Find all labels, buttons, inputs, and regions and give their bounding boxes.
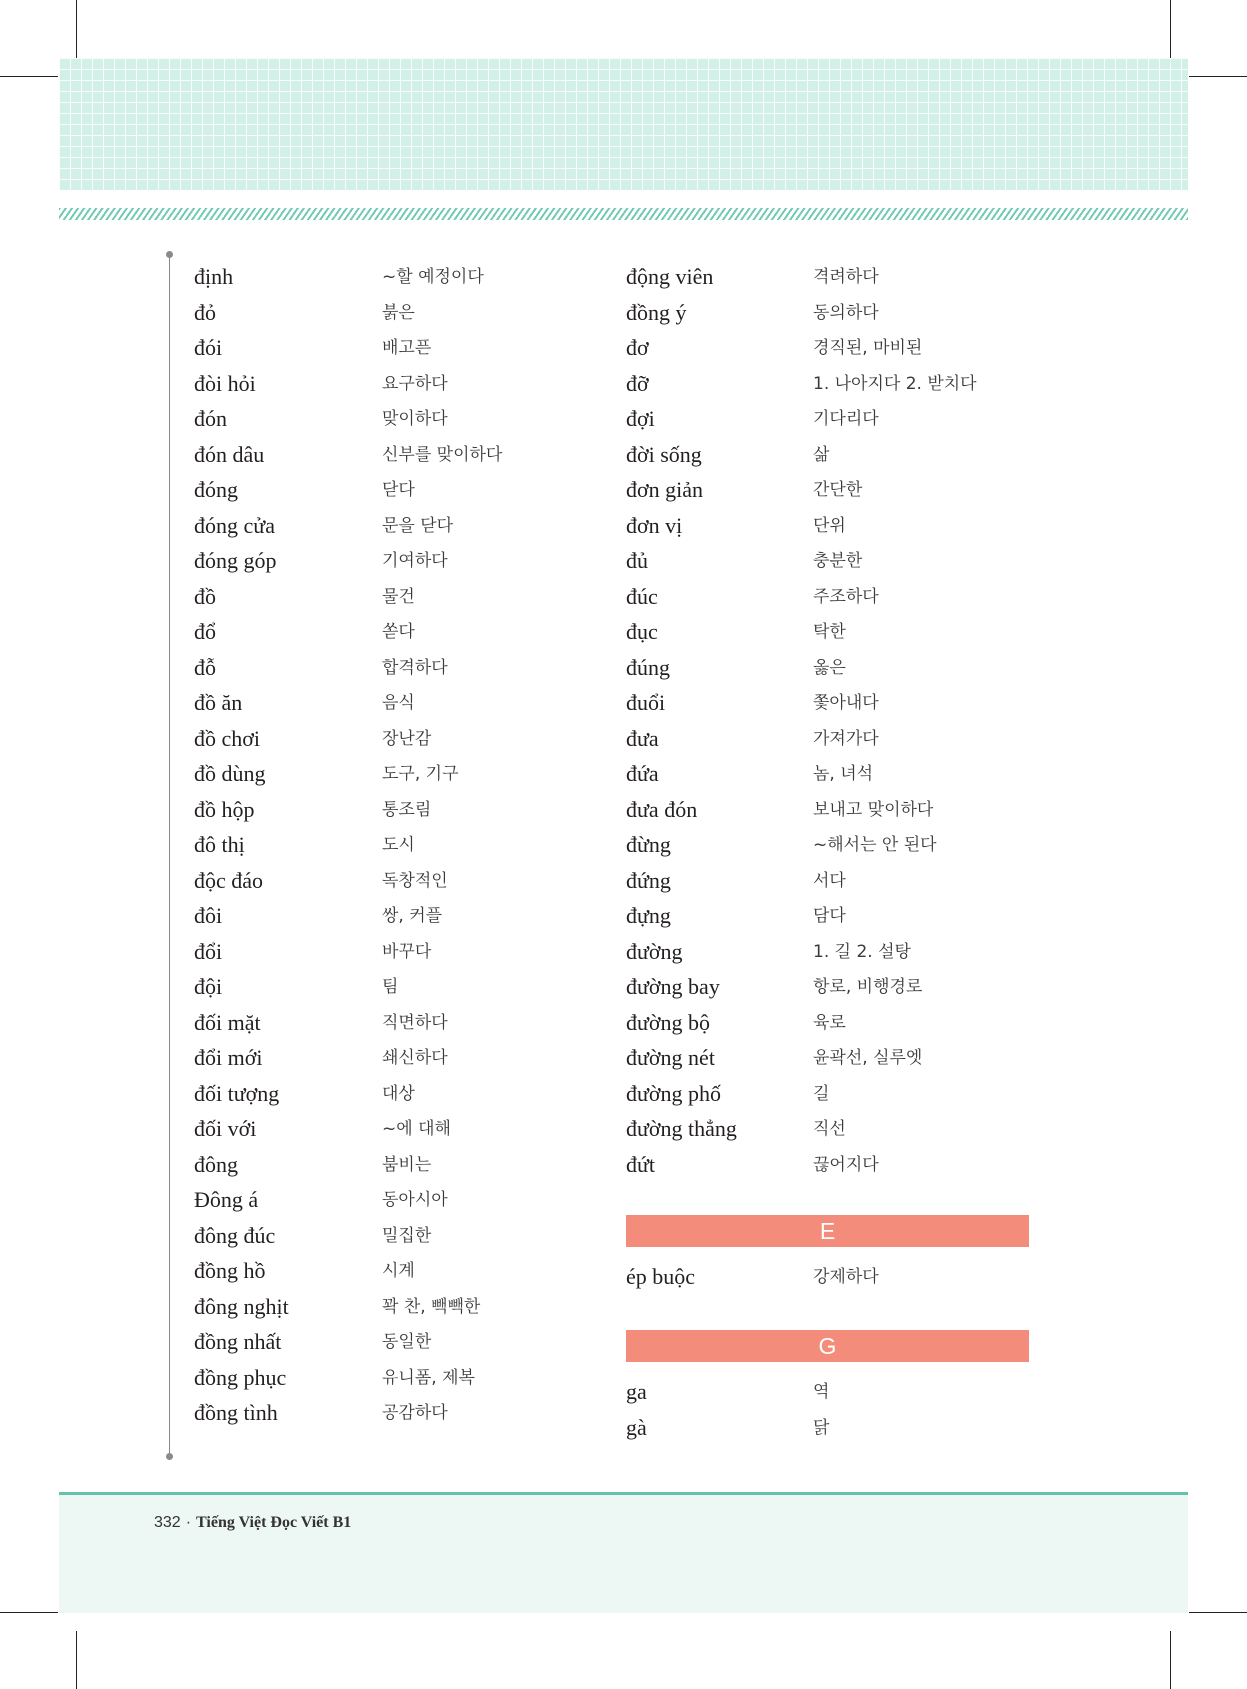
section-header-e: E <box>626 1215 1029 1247</box>
glossary-entry <box>194 579 634 615</box>
glossary-entry <box>194 1040 634 1076</box>
glossary-entry <box>626 472 1066 508</box>
crop-mark <box>0 1612 58 1613</box>
entry-meaning: 강제하다 <box>813 1267 879 1287</box>
entry-word: đội <box>194 974 223 999</box>
entry-meaning: 경직된, 마비된 <box>813 338 923 358</box>
glossary-entry <box>626 827 1066 863</box>
glossary-entry <box>194 1147 634 1183</box>
glossary-entry <box>626 898 1066 934</box>
entry-word: đông đúc <box>194 1222 276 1248</box>
entry-word: đông nghịt <box>194 1293 289 1319</box>
glossary-entry <box>194 508 634 544</box>
entry-meaning: 보내고 맞이하다 <box>813 799 934 820</box>
glossary-entry <box>626 756 1066 792</box>
glossary-entry <box>626 543 1066 579</box>
entry-word: đựng <box>626 903 671 928</box>
footer-band <box>59 1495 1188 1613</box>
glossary-entry <box>626 1076 1066 1112</box>
entry-meaning: 기여하다 <box>382 551 448 571</box>
entry-meaning: 가져가다 <box>813 728 879 749</box>
glossary-entry <box>194 1253 634 1289</box>
glossary-entry <box>626 259 1066 295</box>
entry-meaning: 1. 나아지다 2. 받치다 <box>813 373 977 394</box>
entry-word: đúng <box>626 654 670 680</box>
entry-meaning: 길 <box>813 1083 830 1104</box>
entry-word: đón dâu <box>194 441 265 467</box>
entry-word: đón <box>194 406 227 431</box>
entry-meaning: 서다 <box>813 870 846 891</box>
entry-word: đúc <box>626 583 658 609</box>
entry-word: đối tượng <box>194 1080 280 1106</box>
entry-meaning: ~에 대해 <box>382 1119 451 1139</box>
entry-meaning: 문을 닫다 <box>382 515 454 536</box>
glossary-entry <box>194 756 634 792</box>
header-hatch-stripe <box>59 208 1188 220</box>
entry-meaning: 꽉 찬, 빽빽한 <box>382 1296 481 1317</box>
glossary-entry <box>626 1005 1066 1041</box>
glossary-entry <box>194 543 634 579</box>
glossary-entry <box>194 685 634 721</box>
entry-word: đường bộ <box>626 1009 711 1035</box>
entry-word: đối mặt <box>194 1009 261 1035</box>
entry-meaning: 쏟다 <box>382 622 415 642</box>
entry-word: đồ <box>194 583 216 609</box>
entry-word: đồ chơi <box>194 725 261 751</box>
entry-word: đường thẳng <box>626 1116 737 1141</box>
entry-word: đơ <box>626 335 649 360</box>
glossary-entry <box>626 1374 1066 1410</box>
glossary-entry <box>626 1410 1066 1446</box>
entry-meaning: 밀집한 <box>382 1225 432 1246</box>
entry-word: đứt <box>626 1151 656 1177</box>
entry-meaning: 육로 <box>813 1012 846 1033</box>
entry-meaning: 삶 <box>813 444 830 465</box>
entry-meaning: 쌍, 커플 <box>382 906 443 926</box>
entry-word: động viên <box>626 264 714 289</box>
footer-separator: · <box>185 1514 192 1531</box>
glossary-entry <box>626 330 1066 366</box>
glossary-entry <box>194 614 634 650</box>
entry-meaning: 직선 <box>813 1119 846 1139</box>
entry-word: đóng <box>194 477 238 502</box>
entry-word: đưa <box>626 725 659 751</box>
entry-word: đơn vị <box>626 512 683 538</box>
entry-word: đông <box>194 1151 238 1177</box>
glossary-entry <box>194 1360 634 1396</box>
entry-word: đồng tình <box>194 1400 278 1425</box>
entry-word: đường <box>626 938 683 964</box>
section-header-g: G <box>626 1330 1029 1362</box>
entry-meaning: 도구, 기구 <box>382 764 459 784</box>
entry-meaning: 쇄신하다 <box>382 1048 448 1068</box>
entry-meaning: 격려하다 <box>813 267 879 287</box>
entry-meaning: 단위 <box>813 515 846 536</box>
glossary-entry <box>194 721 634 757</box>
entry-meaning: 동아시아 <box>382 1190 448 1210</box>
glossary-entry <box>626 1259 1066 1295</box>
entry-meaning: 시계 <box>382 1261 415 1281</box>
entry-meaning: 간단한 <box>813 480 863 500</box>
book-title: Tiếng Việt Đọc Viết B1 <box>196 1514 352 1531</box>
entry-word: gà <box>626 1414 647 1440</box>
entry-word: đỗ <box>194 654 216 680</box>
entry-meaning: 항로, 비행경로 <box>813 977 923 997</box>
entry-word: đóng góp <box>194 548 277 573</box>
entry-word: đồng phục <box>194 1364 287 1390</box>
glossary-entry <box>626 721 1066 757</box>
rule-dot-top <box>166 251 173 258</box>
glossary-entry <box>194 969 634 1005</box>
glossary-entry <box>194 1076 634 1112</box>
entry-meaning: 붉은 <box>382 302 415 323</box>
glossary-entry <box>194 330 634 366</box>
entry-meaning: 직면하다 <box>382 1012 448 1033</box>
entry-word: ép buộc <box>626 1264 696 1289</box>
glossary-entry <box>626 969 1066 1005</box>
glossary-entry <box>626 1040 1066 1076</box>
entry-meaning: 요구하다 <box>382 373 448 394</box>
entry-meaning: 유니폼, 제복 <box>382 1367 475 1388</box>
page-footer <box>154 1514 351 1532</box>
entry-word: đồng nhất <box>194 1329 282 1354</box>
entry-word: đổ <box>194 619 216 644</box>
glossary-entry <box>626 508 1066 544</box>
crop-mark <box>76 0 77 58</box>
entry-meaning: 대상 <box>382 1083 415 1104</box>
glossary-entry <box>194 1005 634 1041</box>
entry-word: đòi hỏi <box>194 370 256 396</box>
entry-meaning: 공감하다 <box>382 1403 448 1423</box>
glossary-entry <box>194 898 634 934</box>
entry-meaning: 놈, 녀석 <box>813 764 874 784</box>
entry-meaning: 옳은 <box>813 657 846 678</box>
column-rule <box>169 254 170 1456</box>
entry-word: đường phố <box>626 1080 722 1106</box>
glossary-entry <box>626 437 1066 473</box>
crop-mark <box>1170 0 1171 58</box>
entry-word: đỡ <box>626 370 649 396</box>
entry-word: ga <box>626 1379 647 1404</box>
header-grid-banner <box>59 58 1188 190</box>
entry-word: định <box>194 264 234 289</box>
crop-mark <box>0 76 58 77</box>
entry-meaning: 동의하다 <box>813 302 879 323</box>
glossary-entry <box>626 295 1066 331</box>
crop-mark <box>1170 1631 1171 1689</box>
entry-word: đứng <box>626 867 671 893</box>
entry-word: đồ dùng <box>194 761 266 786</box>
entry-word: đừng <box>626 832 671 857</box>
glossary-entry <box>194 1182 634 1218</box>
glossary-entry <box>626 579 1066 615</box>
entry-word: đôi <box>194 903 223 928</box>
entry-meaning: 쫓아내다 <box>813 693 879 713</box>
entry-meaning: 1. 길 2. 설탕 <box>813 941 911 962</box>
entry-word: đổi <box>194 938 223 964</box>
entry-meaning: 닭 <box>813 1417 830 1438</box>
glossary-entry <box>626 863 1066 899</box>
entry-meaning: 도시 <box>382 835 415 855</box>
glossary-entry <box>194 934 634 970</box>
entry-word: đồng ý <box>626 299 687 325</box>
glossary-entry <box>194 1111 634 1147</box>
rule-dot-bottom <box>166 1453 173 1460</box>
glossary-entry <box>626 614 1066 650</box>
glossary-entry <box>194 259 634 295</box>
entry-meaning: 탁한 <box>813 622 846 642</box>
glossary-entry <box>194 1289 634 1325</box>
entry-word: đổi mới <box>194 1045 263 1070</box>
entry-meaning: 기다리다 <box>813 409 879 429</box>
entry-meaning: 배고픈 <box>382 338 432 358</box>
entry-word: đồng hồ <box>194 1258 266 1283</box>
entry-word: đường nét <box>626 1045 715 1070</box>
glossary-entry <box>626 650 1066 686</box>
entry-word: độc đáo <box>194 867 264 893</box>
entry-word: đục <box>626 619 658 644</box>
entry-meaning: 끊어지다 <box>813 1154 879 1175</box>
glossary-entry <box>194 1324 634 1360</box>
entry-word: đóng cửa <box>194 512 275 538</box>
entry-word: đô thị <box>194 832 245 857</box>
entry-word: đủ <box>626 548 648 573</box>
entry-meaning: 독창적인 <box>382 870 448 891</box>
entry-word: đứa <box>626 761 659 786</box>
page-number: 332 <box>154 1514 181 1531</box>
glossary-entry <box>626 685 1066 721</box>
glossary-entry <box>626 366 1066 402</box>
entry-word: đối với <box>194 1116 257 1141</box>
entry-meaning: 통조림 <box>382 799 432 820</box>
entry-meaning: 맞이하다 <box>382 409 448 429</box>
glossary-entry <box>194 1395 634 1431</box>
entry-meaning: ~해서는 안 된다 <box>813 835 937 855</box>
entry-meaning: 음식 <box>382 693 415 713</box>
glossary-entry <box>194 827 634 863</box>
glossary-entry <box>194 366 634 402</box>
glossary-entry <box>194 792 634 828</box>
glossary-entry <box>626 1111 1066 1147</box>
entry-word: đơn giản <box>626 477 704 502</box>
glossary-entry <box>194 437 634 473</box>
crop-mark <box>76 1631 77 1689</box>
entry-word: đói <box>194 335 223 360</box>
entry-word: đưa đón <box>626 796 698 822</box>
glossary-entry <box>194 863 634 899</box>
entry-word: đồ hộp <box>194 796 255 822</box>
entry-meaning: 바꾸다 <box>382 941 432 962</box>
crop-mark <box>1189 1612 1247 1613</box>
glossary-entry <box>194 650 634 686</box>
entry-meaning: 주조하다 <box>813 586 879 607</box>
glossary-entry <box>194 401 634 437</box>
glossary-entry <box>626 934 1066 970</box>
entry-meaning: 동일한 <box>382 1332 432 1352</box>
glossary-entry <box>194 295 634 331</box>
entry-word: đồ ăn <box>194 690 243 715</box>
entry-word: đường bay <box>626 974 720 999</box>
entry-meaning: 충분한 <box>813 551 863 571</box>
entry-meaning: 역 <box>813 1382 830 1402</box>
entry-meaning: 닫다 <box>382 480 415 500</box>
glossary-entry <box>626 401 1066 437</box>
glossary-entry <box>626 1147 1066 1183</box>
entry-meaning: 팀 <box>382 977 399 997</box>
entry-word: đỏ <box>194 299 216 325</box>
entry-word: Đông á <box>194 1187 259 1212</box>
glossary-entry <box>194 472 634 508</box>
entry-word: đợi <box>626 406 655 431</box>
entry-meaning: 담다 <box>813 906 846 926</box>
entry-meaning: 합격하다 <box>382 657 448 678</box>
entry-meaning: ~할 예정이다 <box>382 267 484 287</box>
entry-meaning: 물건 <box>382 586 415 607</box>
entry-word: đời sống <box>626 441 702 467</box>
entry-meaning: 붐비는 <box>382 1154 432 1175</box>
entry-meaning: 윤곽선, 실루엣 <box>813 1048 923 1068</box>
entry-meaning: 신부를 맞이하다 <box>382 444 503 465</box>
crop-mark <box>1189 76 1247 77</box>
entry-meaning: 장난감 <box>382 728 432 749</box>
entry-word: đuổi <box>626 690 666 715</box>
glossary-entry <box>194 1218 634 1254</box>
glossary-entry <box>626 792 1066 828</box>
